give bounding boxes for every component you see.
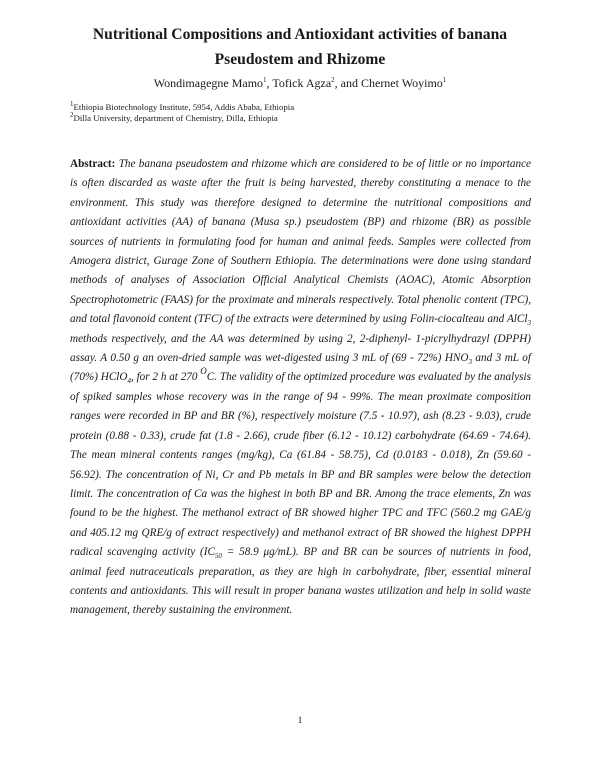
subscript: 4 xyxy=(127,377,131,386)
abstract-text: , for 2 h at 270 xyxy=(130,371,201,384)
author-separator: , and xyxy=(334,76,361,90)
affiliation-number: 1 xyxy=(70,100,74,109)
abstract-text: and 3 mL of (70%) HClO xyxy=(70,352,531,384)
abstract-paragraph xyxy=(70,155,531,621)
abstract-text: The banana pseudostem and rhizome which are considered to be of little or no importance is often discarded as waste after the fruit is being harvested, thereby constituting a menace to the environment. This study was therefore designed to determine the nutritional compositions and antioxidant activities (AA) of banana (Musa sp.) pseudostem (BP) and rhizome (BR) as possible sources of nutrients in formulating food for human and animal feeds. Samples were collected from Amogera district, Gurage Zone of Southern Ethiopia. The determinations were done using standard methods of analyses of Association Official Analytical Chemists (AOAC), Atomic Absorption Spectrophotometric (FAAS) for the proximate and minerals respectively. Total phenolic content (TPC), and total flavonoid content (TFC) of the extracts were determined by using Folin-ciocalteau and AlCl xyxy=(70,158,531,326)
affiliation-line xyxy=(70,113,294,124)
abstract-text: methods respectively, and the AA was determined by using 2, 2-diphenyl- 1-picrylhydrazyl (DPPH) assay. A 0.50 g an oven-dried sample was wet-digested using 3 mL of (69 - 72%) HNO xyxy=(70,332,531,365)
affiliations xyxy=(70,102,294,124)
affiliation-line xyxy=(70,102,294,113)
subscript: 50 xyxy=(214,552,222,561)
title-line-2: Pseudostem and Rhizome xyxy=(214,51,386,68)
author-affil-mark: 1 xyxy=(442,76,447,84)
subscript: 3 xyxy=(527,319,531,328)
affiliation-number: 2 xyxy=(70,111,74,120)
abstract-text: = 58.9 μg/mL). BP and BR can be sources of nutrients in food, animal feed nutraceuticals preparation, as they are high in carbohydrate, fiber, essential mineral contents and antioxidants. This will result in proper banana wastes utilization and help in solid waste management, thereby sustaining the environment. xyxy=(70,546,532,617)
author-list xyxy=(60,76,540,91)
author-name: Chernet Woyimo xyxy=(360,76,443,90)
author-name: Tofick Agza xyxy=(272,76,332,90)
author-separator: , xyxy=(266,76,273,90)
author-affil-mark: 1 xyxy=(263,76,267,84)
abstract-text: C. The validity of the optimized procedure was evaluated by the analysis of spiked samples whose recovery was in the range of 94 - 99%. The mean proximate composition ranges were recorded in BP and BR (%), respectively moisture (7.5 - 10.97), ash (8.23 - 9.03), crude protein (0.88 - 0.33), crude fat (1.8 - 2.66), crude fiber (6.12 - 10.12) carbohydrate (64.69 - 74.64). The mean mineral contents ranges (mg/kg), Ca (61.84 - 58.75), Cd (0.0183 - 0.018), Zn (59.60 - 56.92). The concentration of Ni, Cr and Pb metals in BP and BR samples were below the detection limit. The concentration of Ca was the highest in both BP and BR. Among the trace elements, Zn was found to be the highest. The methanol extract of BR showed higher TPC and TFC (560.2 mg GAE/g and 405.12 mg QRE/g of extract respectively) and methanol extract of BR showed the highest DPPH radical scavenging activity (IC xyxy=(70,371,531,559)
author-affil-mark: 2 xyxy=(331,76,335,84)
page-number: 1 xyxy=(297,716,303,726)
affiliation-text: Ethiopia Biotechnology Institute, 5954, Addis Ababa, Ethiopia xyxy=(73,102,295,112)
title-line-1: Nutritional Compositions and Antioxidant activities of banana xyxy=(92,26,508,43)
affiliation-text: Dilla University, department of Chemistry, Dilla, Ethiopia xyxy=(73,113,278,123)
paper-title xyxy=(60,22,540,72)
degree-superscript: O xyxy=(200,366,207,377)
abstract-label: Abstract: xyxy=(70,158,116,170)
abstract-body xyxy=(70,158,531,616)
subscript: 3 xyxy=(468,358,472,367)
author-name: Wondimagegne Mamo xyxy=(153,76,264,90)
